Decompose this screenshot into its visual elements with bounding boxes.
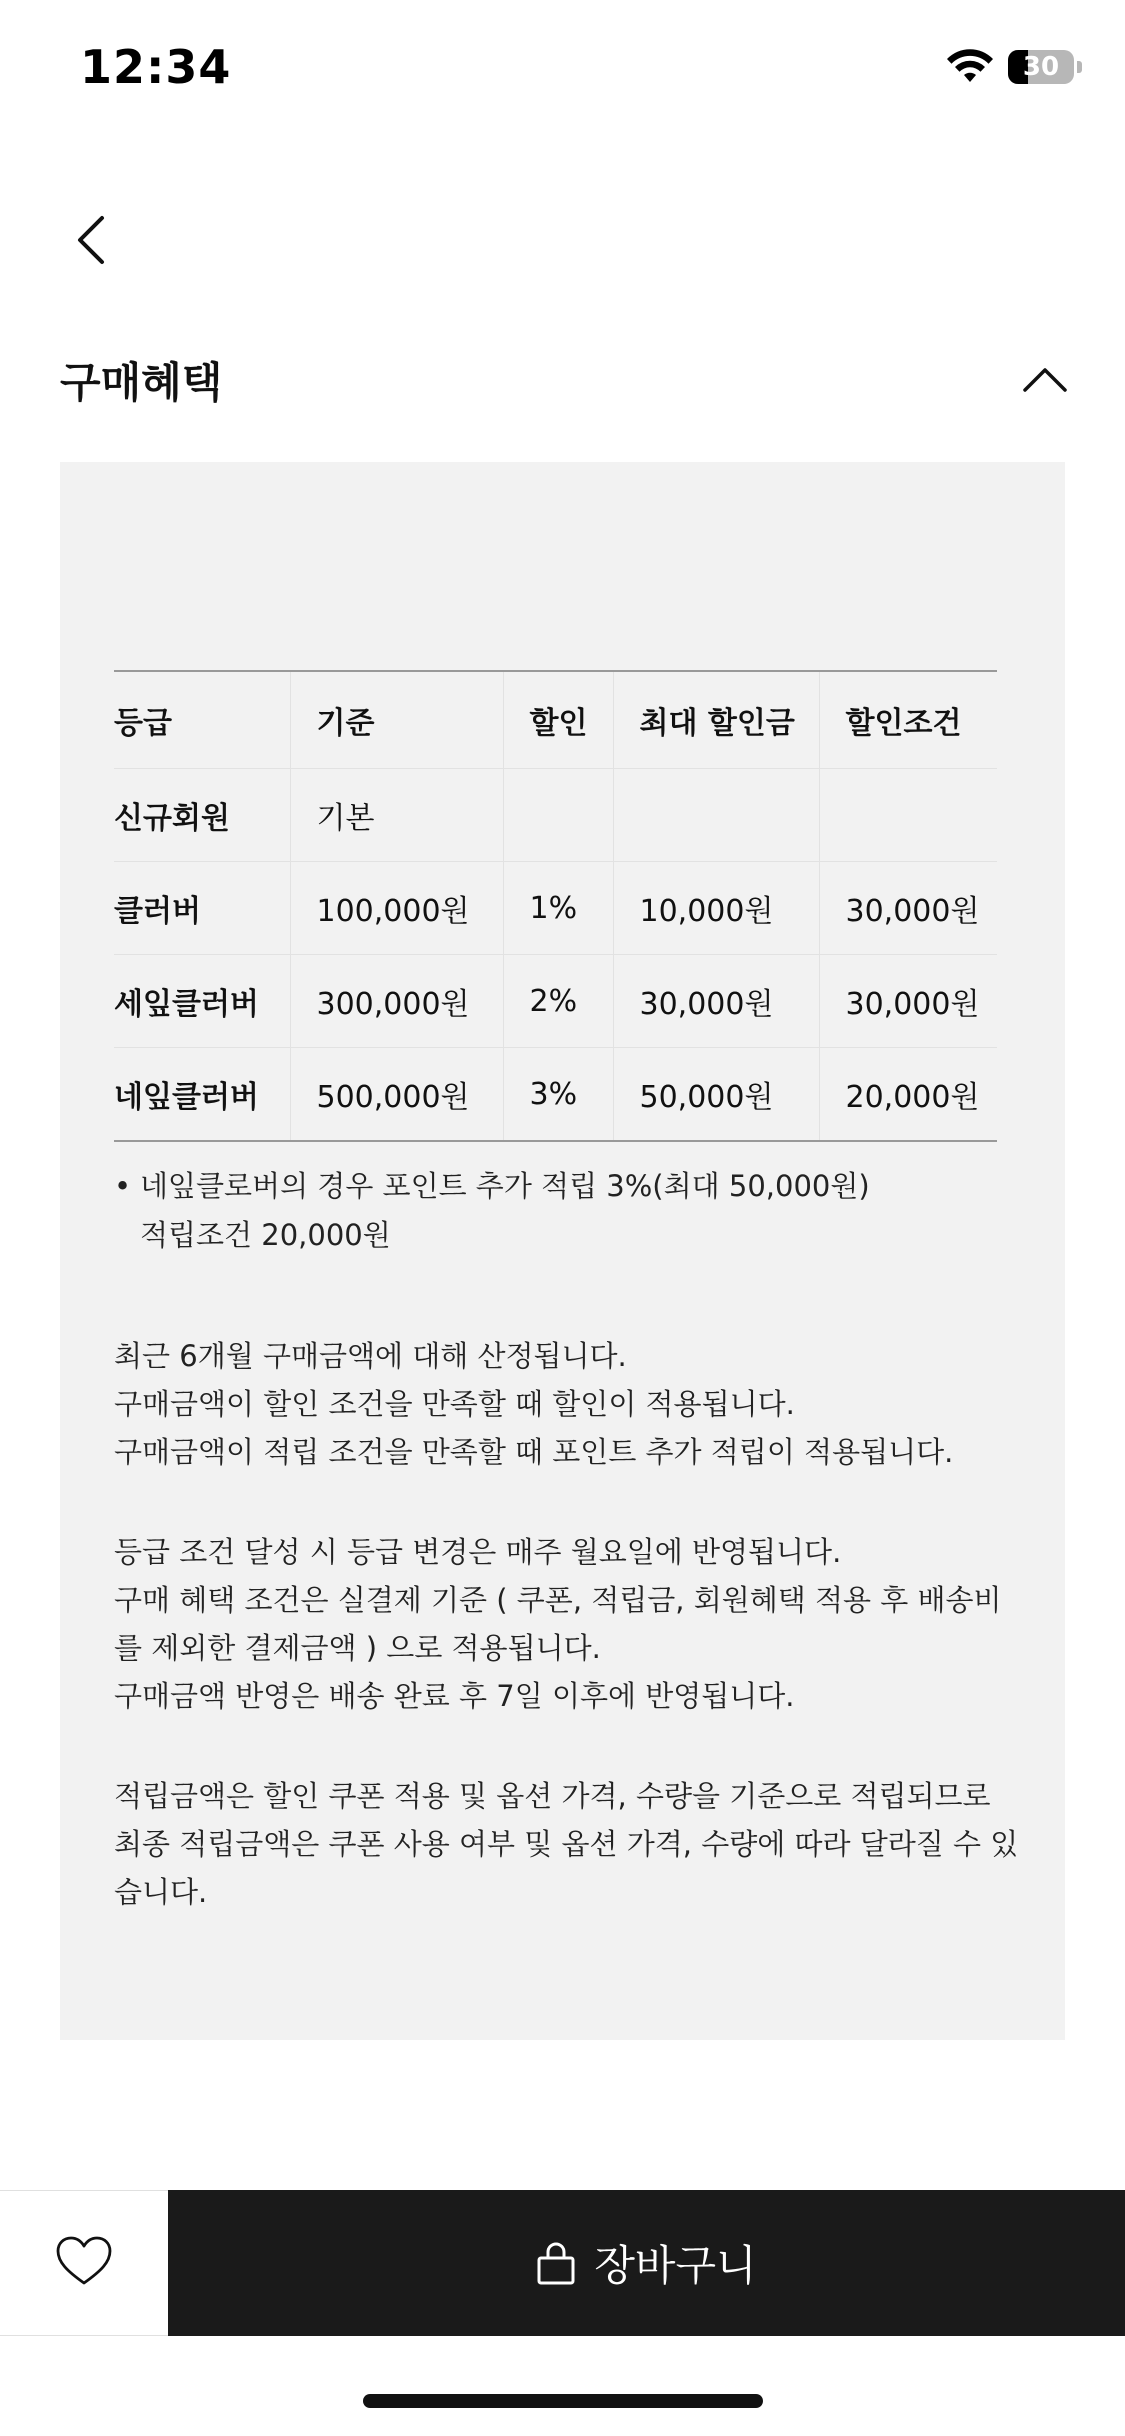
discount-cell: 2% bbox=[503, 955, 613, 1048]
info-paragraph-points bbox=[114, 1772, 1019, 1916]
bullet-note-text bbox=[114, 1162, 1014, 1260]
max-discount-cell: 50,000원 bbox=[613, 1048, 819, 1142]
benefit-content-box bbox=[60, 462, 1065, 2040]
criteria-cell: 300,000원 bbox=[290, 955, 503, 1048]
wishlist-button[interactable] bbox=[0, 2191, 168, 2335]
discount-cell bbox=[503, 769, 613, 862]
info-line: 구매금액이 적립 조건을 만족할 때 포인트 추가 적립이 적용됩니다. bbox=[114, 1435, 954, 1469]
battery-level: 30 bbox=[1022, 52, 1060, 82]
criteria-cell: 500,000원 bbox=[290, 1048, 503, 1142]
grade-cell: 세잎클러버 bbox=[114, 955, 290, 1048]
header-criteria: 기준 bbox=[290, 671, 503, 769]
grade-cell: 네잎클러버 bbox=[114, 1048, 290, 1142]
condition-cell: 30,000원 bbox=[819, 862, 997, 955]
heart-icon bbox=[55, 2235, 113, 2287]
info-paragraph-period bbox=[114, 1332, 1014, 1476]
status-bar bbox=[0, 0, 1125, 130]
condition-cell: 30,000원 bbox=[819, 955, 997, 1048]
info-line: 를 제외한 결제금액 ) 으로 적용됩니다. bbox=[114, 1631, 601, 1665]
chevron-left-icon bbox=[60, 200, 130, 280]
add-to-cart-button[interactable] bbox=[168, 2190, 1125, 2336]
header-max-discount: 최대 할인금 bbox=[613, 671, 819, 769]
max-discount-cell bbox=[613, 769, 819, 862]
chevron-up-icon bbox=[1010, 350, 1080, 410]
home-indicator bbox=[363, 2394, 763, 2408]
wifi-icon bbox=[946, 48, 994, 86]
bullet-note bbox=[114, 1162, 1014, 1260]
grade-cell: 클러버 bbox=[114, 862, 290, 955]
info-line: 등급 조건 달성 시 등급 변경은 매주 월요일에 반영됩니다. bbox=[114, 1535, 842, 1569]
discount-cell: 3% bbox=[503, 1048, 613, 1142]
back-button[interactable] bbox=[60, 200, 130, 280]
max-discount-cell: 30,000원 bbox=[613, 955, 819, 1048]
info-line: 구매금액이 할인 조건을 만족할 때 할인이 적용됩니다. bbox=[114, 1387, 795, 1421]
table-row bbox=[114, 769, 997, 862]
info-line: 최종 적립금액은 쿠폰 사용 여부 및 옵션 가격, 수량에 따라 달라질 수 있 bbox=[114, 1827, 1019, 1861]
discount-cell: 1% bbox=[503, 862, 613, 955]
table-header-row bbox=[114, 671, 997, 769]
max-discount-cell: 10,000원 bbox=[613, 862, 819, 955]
info-line: 적립금액은 할인 쿠폰 적용 및 옵션 가격, 수량을 기준으로 적립되므로 bbox=[114, 1779, 991, 1813]
cart-button-label: 장바구니 bbox=[594, 2241, 757, 2290]
bullet-note-line: 네잎클로버의 경우 포인트 추가 적립 3%(최대 50,000원) bbox=[140, 1169, 870, 1203]
benefit-section-header[interactable] bbox=[0, 330, 1125, 420]
shopping-bag-icon bbox=[536, 2240, 576, 2286]
section-title: 구매혜택 bbox=[60, 358, 223, 407]
header-grade: 등급 bbox=[114, 671, 290, 769]
status-time: 12:34 bbox=[80, 40, 232, 94]
bullet-marker: • bbox=[114, 1169, 132, 1203]
battery-icon bbox=[1008, 50, 1074, 84]
condition-cell: 20,000원 bbox=[819, 1048, 997, 1142]
table-row bbox=[114, 1048, 997, 1142]
info-line: 습니다. bbox=[114, 1875, 208, 1909]
info-paragraph-grade-change bbox=[114, 1528, 1014, 1720]
info-line: 최근 6개월 구매금액에 대해 산정됩니다. bbox=[114, 1339, 627, 1373]
table-row bbox=[114, 955, 997, 1048]
info-line: 구매 혜택 조건은 실결제 기준 ( 쿠폰, 적립금, 회원혜택 적용 후 배송비 bbox=[114, 1583, 1002, 1617]
header-discount-condition: 할인조건 bbox=[819, 671, 997, 769]
cart-button-content bbox=[168, 2190, 1125, 2336]
table-row bbox=[114, 862, 997, 955]
condition-cell bbox=[819, 769, 997, 862]
grade-benefit-table bbox=[114, 670, 997, 1142]
criteria-cell: 100,000원 bbox=[290, 862, 503, 955]
grade-cell: 신규회원 bbox=[114, 769, 290, 862]
criteria-cell: 기본 bbox=[290, 769, 503, 862]
header-discount: 할인 bbox=[503, 671, 613, 769]
battery-cap bbox=[1077, 61, 1082, 73]
collapse-button[interactable] bbox=[1010, 350, 1080, 410]
bottom-action-bar bbox=[0, 2190, 1125, 2336]
bullet-note-line: 적립조건 20,000원 bbox=[140, 1218, 391, 1252]
info-line: 구매금액 반영은 배송 완료 후 7일 이후에 반영됩니다. bbox=[114, 1679, 795, 1713]
